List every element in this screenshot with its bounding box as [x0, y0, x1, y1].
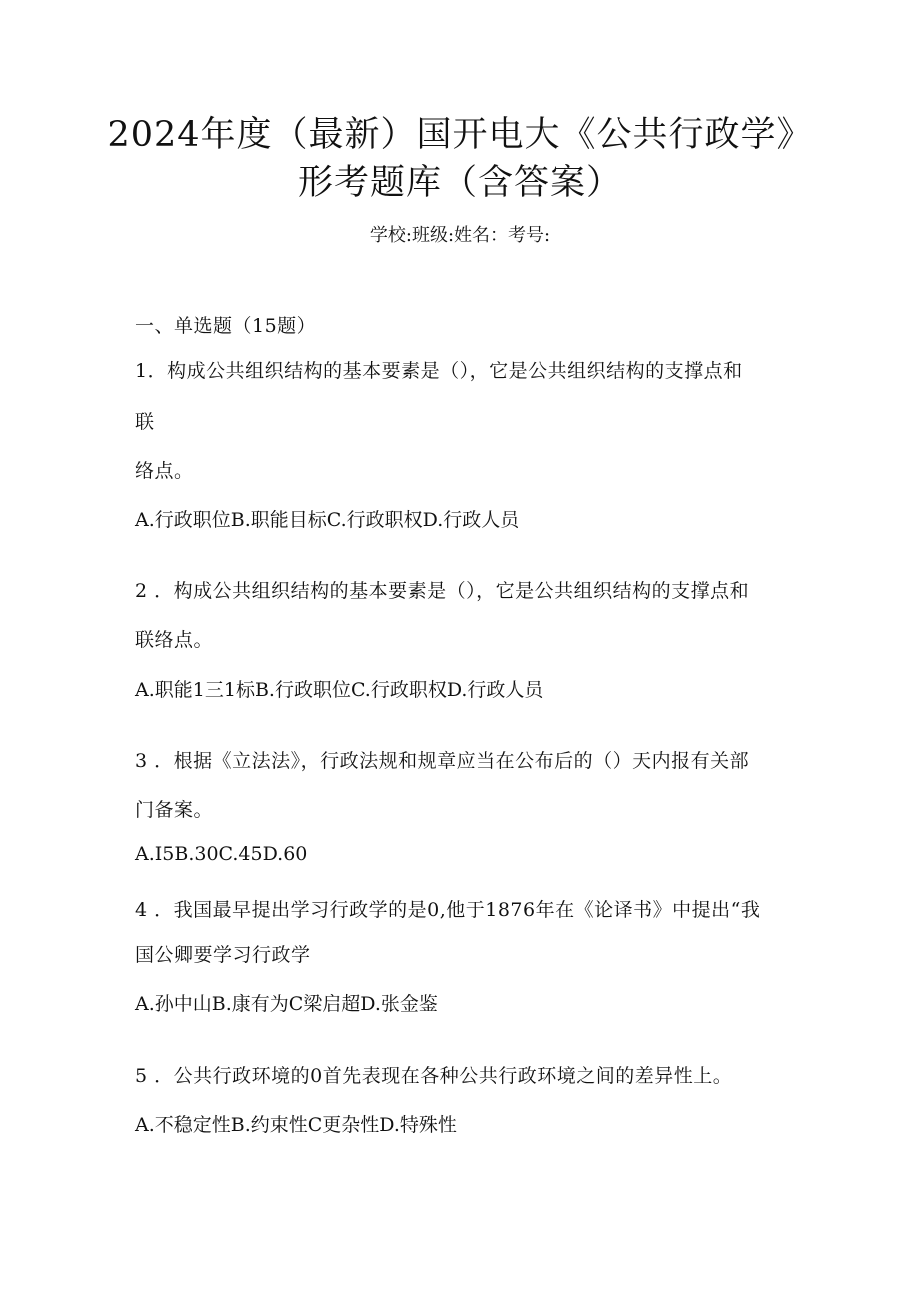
- question-1-stem-line-2: 联: [135, 411, 155, 433]
- section-heading: 一、单选题（15题）: [135, 315, 317, 337]
- question-1-stem-line-1: 1．构成公共组织结构的基本要素是（），它是公共组织结构的支撑点和: [135, 360, 743, 382]
- question-1-options: A.行政职位B.职能目标C.行政职权D.行政人员: [135, 509, 520, 531]
- document-title-line-1: 2024年度（最新）国开电大《公共行政学》: [107, 115, 813, 155]
- question-2-stem-line-2: 联络点。: [135, 629, 214, 651]
- question-2-stem-line-1: 2 ．构成公共组织结构的基本要素是（），它是公共组织结构的支撑点和: [135, 580, 750, 602]
- question-4-options: A.孙中山B.康有为C梁启超D.张金鉴: [135, 993, 438, 1015]
- question-3-stem-line-2: 门备案。: [135, 799, 214, 821]
- question-3-options: A.I5B.30C.45D.60: [135, 843, 308, 865]
- question-4-stem-line-2: 国公卿要学习行政学: [135, 944, 311, 966]
- document-title-line-2: 形考题库（含答案）: [297, 163, 622, 203]
- question-3-stem-line-1: 3 ．根据《立法法》，行政法规和规章应当在公布后的（）天内报有关部: [135, 750, 750, 772]
- question-4-stem-line-1: 4 ．我国最早提出学习行政学的是0,他于1876年在《论译书》中提出“我: [135, 899, 761, 921]
- question-2-options: A.职能1三1标B.行政职位C.行政职权D.行政人员: [135, 679, 544, 701]
- question-5-options: A.不稳定性B.约束性C更杂性D.特殊性: [135, 1114, 457, 1136]
- question-5-stem-line-1: 5 ．公共行政环境的0首先表现在各种公共行政环境之间的差异性上。: [135, 1065, 733, 1087]
- student-info-line: 学校:班级:姓名：考号:: [369, 225, 551, 246]
- question-1-stem-line-3: 络点。: [135, 460, 194, 482]
